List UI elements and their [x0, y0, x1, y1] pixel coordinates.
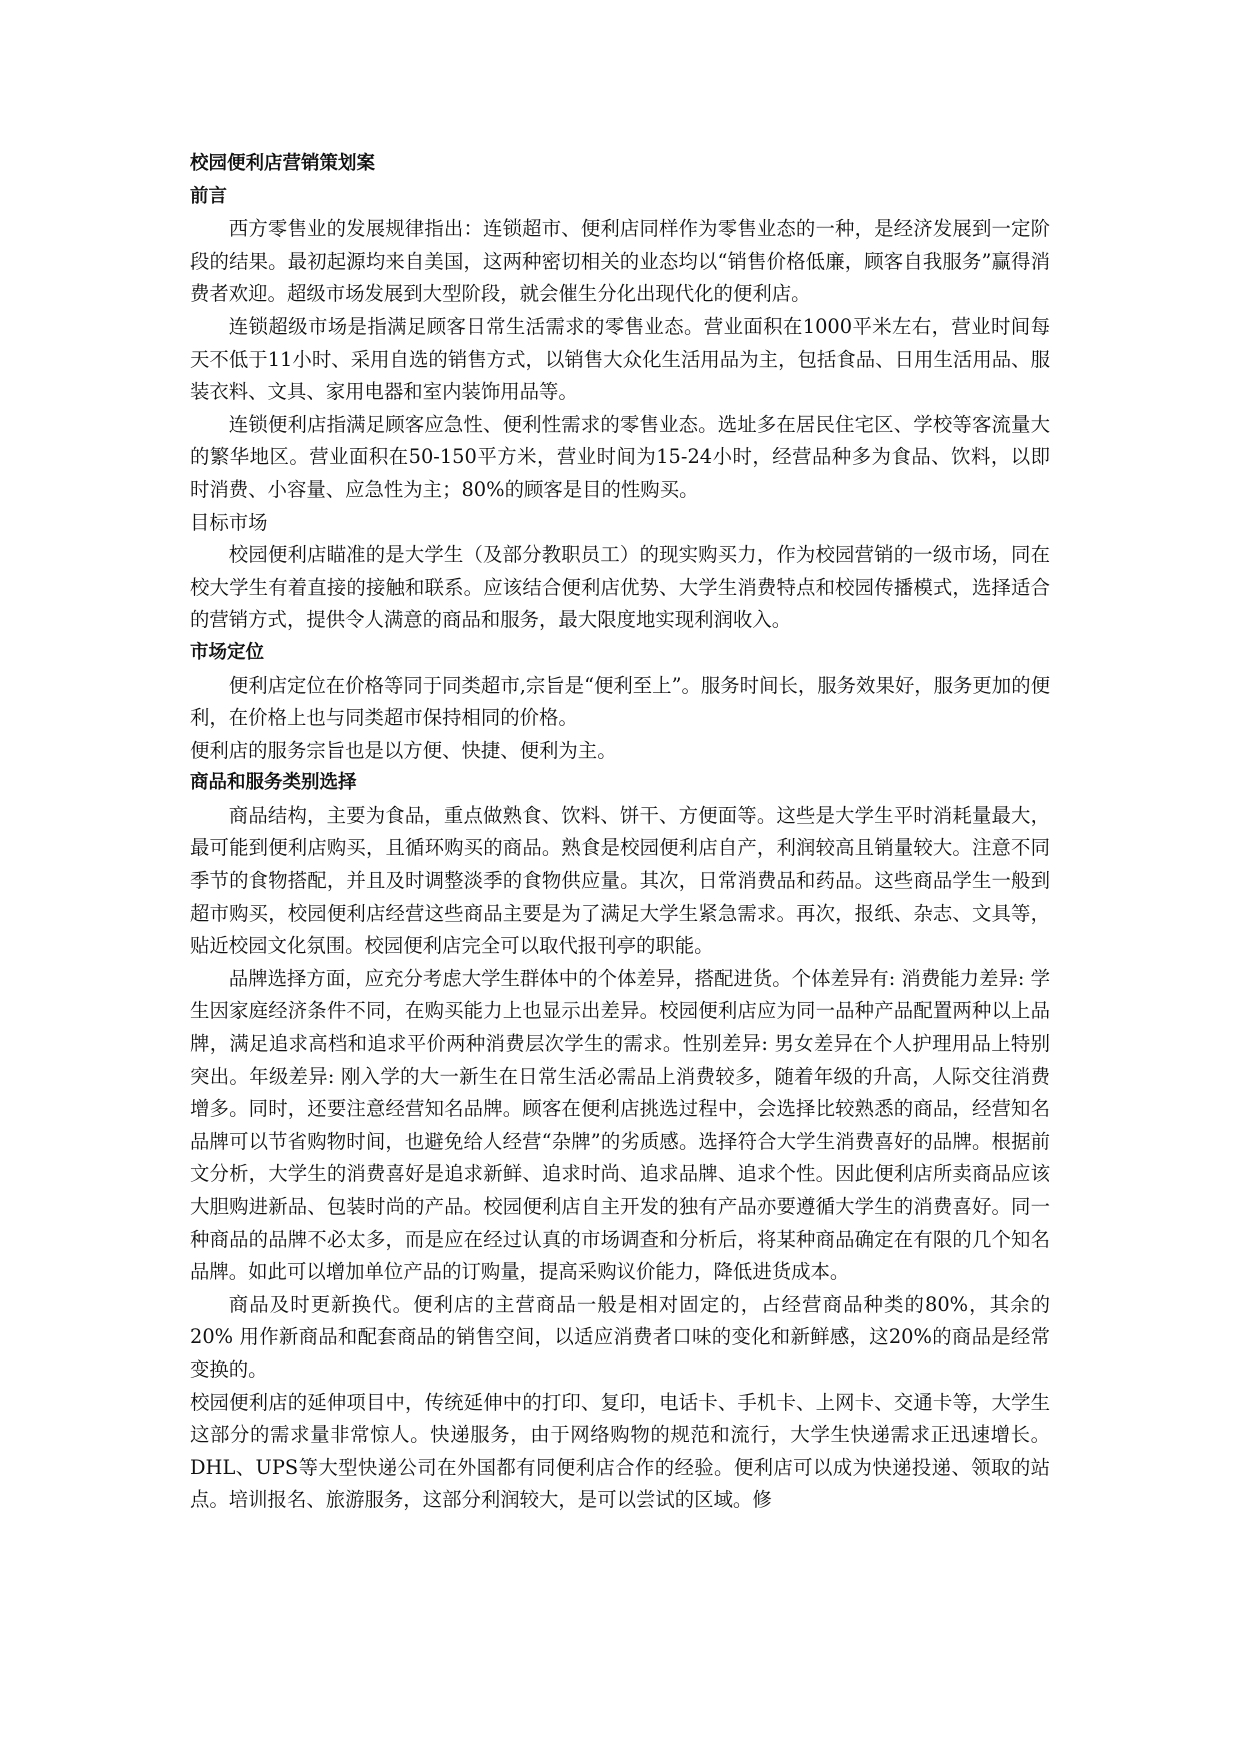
- section-heading-market-positioning: 市场定位: [190, 641, 265, 663]
- paragraph: 品牌选择方面，应充分考虑大学生群体中的个体差异，搭配进货。个体差异有: 消费能力差异: 学生因家庭经济条件不同，在购买能力上也显示出差异。校园便利店应为同一品种产品配置两种以上品牌，满足追求高档和追求平价两种消费层次学生的需求。性别差异: 男女差异在个人护理用品上特别突出。年级差异: 刚入学的大一新生在日常生活必需品上消费较多，随着年级的升高，人际交往消费增多。同时，还要注意经营知名品牌。顾客在便利店挑选过程中，会选择比较熟悉的商品，经营知名品牌可以节省购物时间，也避免给人经营“杂牌”的劣质感。选择符合大学生消费喜好的品牌。根据前文分析，大学生的消费喜好是追求新鲜、追求时尚、追求品牌、追求个性。因此便利店所卖商品应该大胆购进新品、包装时尚的产品。校园便利店自主开发的独有产品亦要遵循大学生的消费喜好。同一种商品的品牌不必太多，而是应在经过认真的市场调查和分析后，将某种商品确定在有限的几个知名品牌。如此可以增加单位产品的订购量，提高采购议价能力，降低进货成本。: [190, 966, 1050, 1284]
- section-heading-preface: 前言: [190, 185, 228, 207]
- section-heading-product-selection: 商品和服务类别选择: [190, 772, 357, 794]
- paragraph: 连锁便利店指满足顾客应急性、便利性需求的零售业态。选址多在居民住宅区、学校等客流量大的繁华地区。营业面积在50-150平方米，营业时间为15-24小时，经营品种多为食品、饮料，以即时消费、小容量、应急性为主；80%的顾客是目的性购买。: [190, 412, 1050, 501]
- document-page: [190, 148, 1050, 1517]
- paragraph: 便利店的服务宗旨也是以方便、快捷、便利为主。: [190, 738, 617, 762]
- paragraph: 校园便利店瞄准的是大学生（及部分教职员工）的现实购买力，作为校园营销的一级市场，同在校大学生有着直接的接触和联系。应该结合便利店优势、大学生消费特点和校园传播模式，选择适合的营销方式，提供令人满意的商品和服务，最大限度地实现利润收入。: [190, 543, 1050, 632]
- paragraph: 商品及时更新换代。便利店的主营商品一般是相对固定的，占经营商品种类的80%，其余的20% 用作新商品和配套商品的销售空间，以适应消费者口味的变化和新鲜感，这20%的商品是经常变换的。: [190, 1292, 1050, 1381]
- paragraph: 便利店定位在价格等同于同类超市,宗旨是“便利至上”。服务时间长，服务效果好，服务更加的便利，在价格上也与同类超市保持相同的价格。: [190, 673, 1050, 730]
- paragraph: 校园便利店的延伸项目中，传统延伸中的打印、复印，电话卡、手机卡、上网卡、交通卡等，大学生这部分的需求量非常惊人。快递服务，由于网络购物的规范和流行，大学生快递需求正迅速增长。DHL、UPS等大型快递公司在外国都有同便利店合作的经验。便利店可以成为快递投递、领取的站点。培训报名、旅游服务，这部分利润较大，是可以尝试的区域。修: [190, 1390, 1050, 1512]
- paragraph: 商品结构，主要为食品，重点做熟食、饮料、饼干、方便面等。这些是大学生平时消耗量最大，最可能到便利店购买，且循环购买的商品。熟食是校园便利店自产，利润较高且销量较大。注意不同季节的食物搭配，并且及时调整淡季的食物供应量。其次，日常消费品和药品。这些商品学生一般到超市购买，校园便利店经营这些商品主要是为了满足大学生紧急需求。再次，报纸、杂志、文具等，贴近校园文化氛围。校园便利店完全可以取代报刊亭的职能。: [190, 803, 1050, 958]
- document-title: 校园便利店营销策划案: [190, 153, 376, 174]
- paragraph: 连锁超级市场是指满足顾客日常生活需求的零售业态。营业面积在1000平米左右，营业时间每天不低于11小时、采用自选的销售方式，以销售大众化生活用品为主，包括食品、日用生活用品、服装衣料、文具、家用电器和室内装饰用品等。: [190, 314, 1050, 404]
- paragraph: 西方零售业的发展规律指出：连锁超市、便利店同样作为零售业态的一种，是经济发展到一定阶段的结果。最初起源均来自美国，这两种密切相关的业态均以“销售价格低廉，顾客自我服务”赢得消费者欢迎。超级市场发展到大型阶段，就会催生分化出现代化的便利店。: [190, 217, 1050, 306]
- section-heading-target-market: 目标市场: [190, 510, 268, 534]
